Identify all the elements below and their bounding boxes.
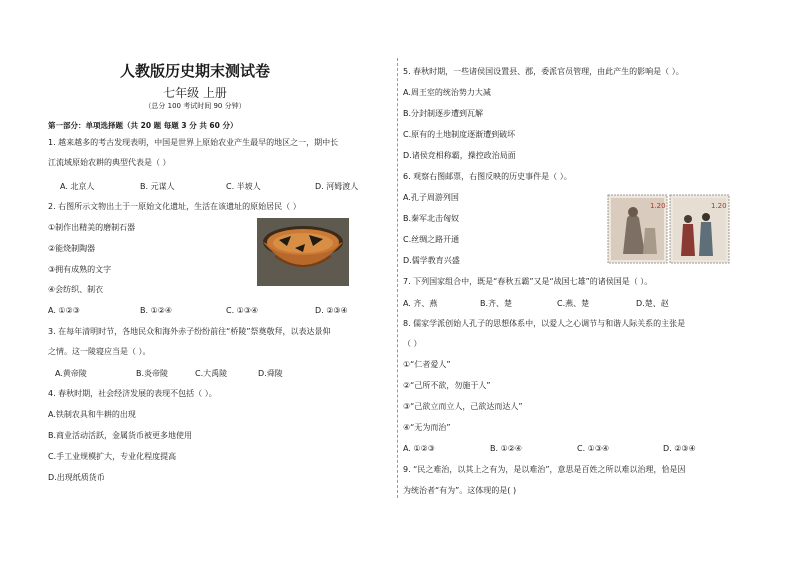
q8-item-2: ②“己所不欲，勿施于人” <box>403 381 491 390</box>
q7-stem: 7. 下列国家组合中，既是“春秋五霸”又是“战国七雄”的诸侯国是（ ）。 <box>403 277 653 286</box>
q8-item-1: ①“仁者爱人” <box>403 360 451 369</box>
exam-title: 人教版历史期末测试卷 <box>119 62 270 80</box>
q3-option-c: C.大禹陵 <box>195 369 228 378</box>
column-divider <box>397 58 398 498</box>
q4-option-a: A.铁制农具和牛耕的出现 <box>48 410 136 419</box>
section-heading: 第一部分：单项选择题（共 20 题 每题 3 分 共 60 分） <box>48 121 238 130</box>
q1-stem-line2: 江流域原始农耕的典型代表是（ ） <box>48 158 171 167</box>
q8-option-b: B. ①②④ <box>490 444 523 453</box>
q2-option-d: D. ②③④ <box>315 306 348 315</box>
q2-option-b: B. ①②④ <box>140 306 173 315</box>
stamp-value-2: 1.20 <box>711 202 727 210</box>
q2-item-4: ④会纺织、制衣 <box>48 285 104 294</box>
q6-option-b: B.秦军北击匈奴 <box>403 214 460 223</box>
q1-option-c: C. 半坡人 <box>226 182 261 191</box>
q5-option-a: A.周王室的统治势力大减 <box>403 88 491 97</box>
q5-option-c: C.原有的土地制度逐渐遭到破坏 <box>403 130 516 139</box>
q8-item-3: ③“己欲立而立人，己欲达而达人” <box>403 402 523 411</box>
q7-option-b: B.齐、楚 <box>480 299 513 308</box>
stamps-image <box>607 194 730 264</box>
q5-option-d: D.诸侯竞相称霸，操控政治局面 <box>403 151 516 160</box>
q6-option-c: C.丝绸之路开通 <box>403 235 460 244</box>
q2-stem: 2. 右图所示文物出土于一原始文化遗址，生活在该遗址的原始居民（ ） <box>48 202 301 211</box>
q3-stem-line1: 3. 在每年清明时节，各地民众和海外赤子纷纷前往“桥陵”祭奠敬拜，以表达景仰 <box>48 327 331 336</box>
q1-option-a: A. 北京人 <box>60 182 95 191</box>
q8-option-a: A. ①②③ <box>403 444 435 453</box>
q6-stem: 6. 观察右图邮票，右图反映的历史事件是（ ）。 <box>403 172 572 181</box>
q8-stem-line2: （ ） <box>403 339 422 348</box>
q4-option-d: D.出现纸质货币 <box>48 473 105 482</box>
q1-option-d: D. 河姆渡人 <box>315 182 359 191</box>
q2-item-1: ①制作出精美的磨制石器 <box>48 223 136 232</box>
q3-option-d: D.舜陵 <box>258 369 283 378</box>
q3-stem-line2: 之情。这一陵寝应当是（ ）。 <box>48 347 151 356</box>
q8-option-c: C. ①③④ <box>577 444 610 453</box>
q7-option-d: D.楚、赵 <box>636 299 669 308</box>
q8-stem-line1: 8. 儒家学派创始人孔子的思想体系中，以爱人之心调节与和谐人际关系的主张是 <box>403 319 686 328</box>
q9-stem-line1: 9. “民之难治，以其上之有为，是以难治”，意思是百姓之所以难以治理，恰是因 <box>403 465 686 474</box>
q5-option-b: B.分封制逐步遭到瓦解 <box>403 109 484 118</box>
stamp-value-1: 1.20 <box>650 202 666 210</box>
exam-subtitle: 七年级 上册 <box>163 86 227 100</box>
exam-meta: （总分 100 考试时间 90 分钟） <box>144 102 246 110</box>
q3-option-b: B.炎帝陵 <box>136 369 169 378</box>
q7-option-a: A. 齐、燕 <box>403 299 438 308</box>
q8-option-d: D. ②③④ <box>663 444 696 453</box>
q2-item-3: ③拥有成熟的文字 <box>48 265 112 274</box>
q6-option-a: A.孔子周游列国 <box>403 193 459 202</box>
q4-option-c: C.手工业规模扩大，专业化程度提高 <box>48 452 177 461</box>
q4-option-b: B.商业活动活跃，金属货币被更多地使用 <box>48 431 193 440</box>
q5-stem: 5. 春秋时期，一些诸侯国设置县、郡，委派官员管理，由此产生的影响是（ ）。 <box>403 67 684 76</box>
q4-stem: 4. 春秋时期，社会经济发展的表现不包括（ ）。 <box>48 389 217 398</box>
q3-option-a: A.黄帝陵 <box>55 369 87 378</box>
q9-stem-line2: 为统治者“有为”。这体现的是( ) <box>403 486 517 495</box>
q1-option-b: B. 元谋人 <box>140 182 175 191</box>
pottery-bowl-image <box>257 218 349 286</box>
q2-item-2: ②能烧制陶器 <box>48 244 96 253</box>
q6-option-d: D.儒学教育兴盛 <box>403 256 460 265</box>
q2-option-a: A. ①②③ <box>48 306 80 315</box>
q1-stem-line1: 1. 越来越多的考古发现表明，中国是世界上原始农业产生最早的地区之一，期中长 <box>48 138 339 147</box>
q8-item-4: ④“无为而治” <box>403 423 451 432</box>
q2-option-c: C. ①③④ <box>226 306 259 315</box>
q7-option-c: C.燕、楚 <box>557 299 590 308</box>
